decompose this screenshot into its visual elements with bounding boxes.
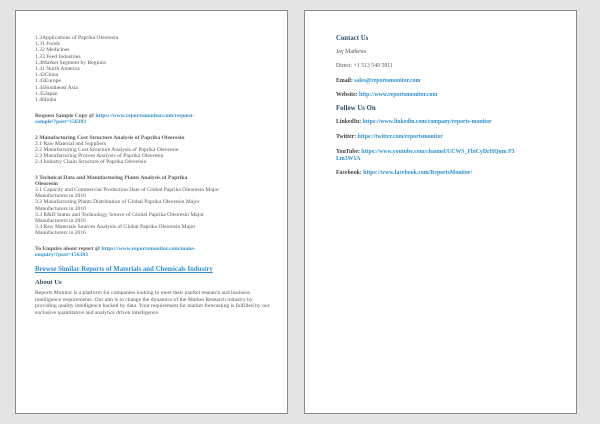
section-2 xyxy=(35,135,275,166)
toc-item: 1.3Applications of Paprika Oleoresin xyxy=(35,35,119,41)
facebook-label: Facebook: xyxy=(336,170,364,176)
section-3-title-cont: Oleoresin xyxy=(35,180,58,187)
website-link[interactable]: http://www.reportsmonitor.com xyxy=(359,92,438,98)
toc-item: 1.44Southeast Asia xyxy=(35,84,78,91)
email-link[interactable]: sales@reportsmonitor.com xyxy=(354,78,421,84)
about-us-heading: About Us xyxy=(35,279,62,287)
enquire-label: To Enquire about report @ xyxy=(35,245,102,252)
follow-us-heading: Follow Us On xyxy=(336,105,376,112)
section-3-item: Manufacturers in 2016 xyxy=(35,218,86,225)
toc-item: 1.45Japan xyxy=(35,90,58,97)
section-3-item: 3.2 Manufacturing Plants Distribution of Global Paprika Oleoresin Major xyxy=(35,199,200,206)
section-3-item: Manufacturers in 2016 xyxy=(35,193,86,200)
browse-similar-link[interactable]: Browse Similar Reports of Materials and Chemicals Industry xyxy=(35,266,213,274)
twitter-link[interactable]: https://twitter.com/reportsmonitor xyxy=(357,134,443,140)
section-2-item: 2.2 Manufacturing Cost Structure Analysis of Paprika Oleoresin xyxy=(35,147,179,154)
document-page-left xyxy=(15,10,288,414)
enquire xyxy=(35,246,275,258)
toc-item: 1.46India xyxy=(35,97,57,104)
request-sample-link-cont[interactable]: sample/?post=156383 xyxy=(35,119,87,126)
enquire-link-cont[interactable]: enquiry/?post=156383 xyxy=(35,251,88,258)
section-3-item: Manufacturers in 2016 xyxy=(35,205,86,212)
section-3-item: 3.3 R&D Status and Technology Source of Global Paprika Oleoresin Major xyxy=(35,211,204,218)
section-2-item: 2.1 Raw Material and Suppliers xyxy=(35,140,106,147)
enquire-link[interactable]: https://www.reportsmonitor.com/make- xyxy=(101,245,196,252)
section-2-title: 2 Manufacturing Cost Structure Analysis of Paprika Oleoresin xyxy=(35,134,185,141)
youtube-label: YouTube: xyxy=(336,149,362,155)
about-us-text: Reports Monitor is a platform for companies looking to meet their market research and business intelligence requirements. Our aim is to change the dynamics of the Market Research industry by providing quality intelligence backed by data. Your requirement for market forecasting is fulfilled by our exclusive quantitative and analytics driven intelligence. xyxy=(35,290,270,316)
contact-us-heading: Contact Us xyxy=(336,35,369,42)
toc-item: 1.33 Feed Industries xyxy=(35,53,81,60)
section-2-item: 2.4 Industry Chain Structure of Paprika Oleoresin xyxy=(35,159,147,166)
toc-list xyxy=(35,35,275,103)
contact-phone: Direct: +1 513 549 5911 xyxy=(336,63,393,69)
page-left-content xyxy=(35,35,275,316)
request-sample xyxy=(35,113,275,125)
toc-item: 1.43Europe xyxy=(35,78,61,85)
toc-item: 1.4Market Segment by Regions xyxy=(35,59,106,66)
youtube-link-cont[interactable]: Lm3W1A xyxy=(336,156,361,162)
section-2-item: 2.3 Manufacturing Process Analysis of Paprika Oleoresin xyxy=(35,153,164,160)
page-right-content xyxy=(336,35,568,177)
section-3-item: 3.4 Raw Materials Sources Analysis of Global Paprika Oleoresin Major xyxy=(35,224,196,231)
facebook-link[interactable]: https://www.facebook.com/ReportsMonitor/ xyxy=(363,170,473,176)
document-page-right xyxy=(304,10,577,414)
youtube-link[interactable]: https://www.youtube.com/channel/UCWS_FbiCyDrHQum P3 xyxy=(361,149,515,155)
email-label: Email: xyxy=(336,78,355,84)
linkedin-label: LinkedIn: xyxy=(336,119,363,125)
section-3-item: 3.1 Capacity and Commercial Production Date of Global Paprika Oleoresin Major xyxy=(35,187,220,194)
website-label: Website: xyxy=(336,92,360,98)
section-3-title: 3 Technical Data and Manufacturing Plants Analysis of Paprika xyxy=(35,174,188,181)
toc-item: 1.42China xyxy=(35,72,59,79)
toc-item: 1.41 North America xyxy=(35,66,80,73)
toc-item: 1.32 Medicines xyxy=(35,47,70,54)
twitter-label: Twitter: xyxy=(336,134,358,140)
contact-name: Jay Mathews xyxy=(336,49,367,55)
toc-item: 1.31 Foods xyxy=(35,41,60,48)
request-sample-label: Request Sample Copy @ xyxy=(35,113,96,120)
linkedin-link[interactable]: https://www.linkedin.com/company/reports-monitor xyxy=(362,119,492,125)
section-3 xyxy=(35,175,275,237)
section-3-item: Manufacturers in 2016 xyxy=(35,230,86,237)
request-sample-link[interactable]: https://www.reportsmonitor.com/request- xyxy=(95,113,195,120)
